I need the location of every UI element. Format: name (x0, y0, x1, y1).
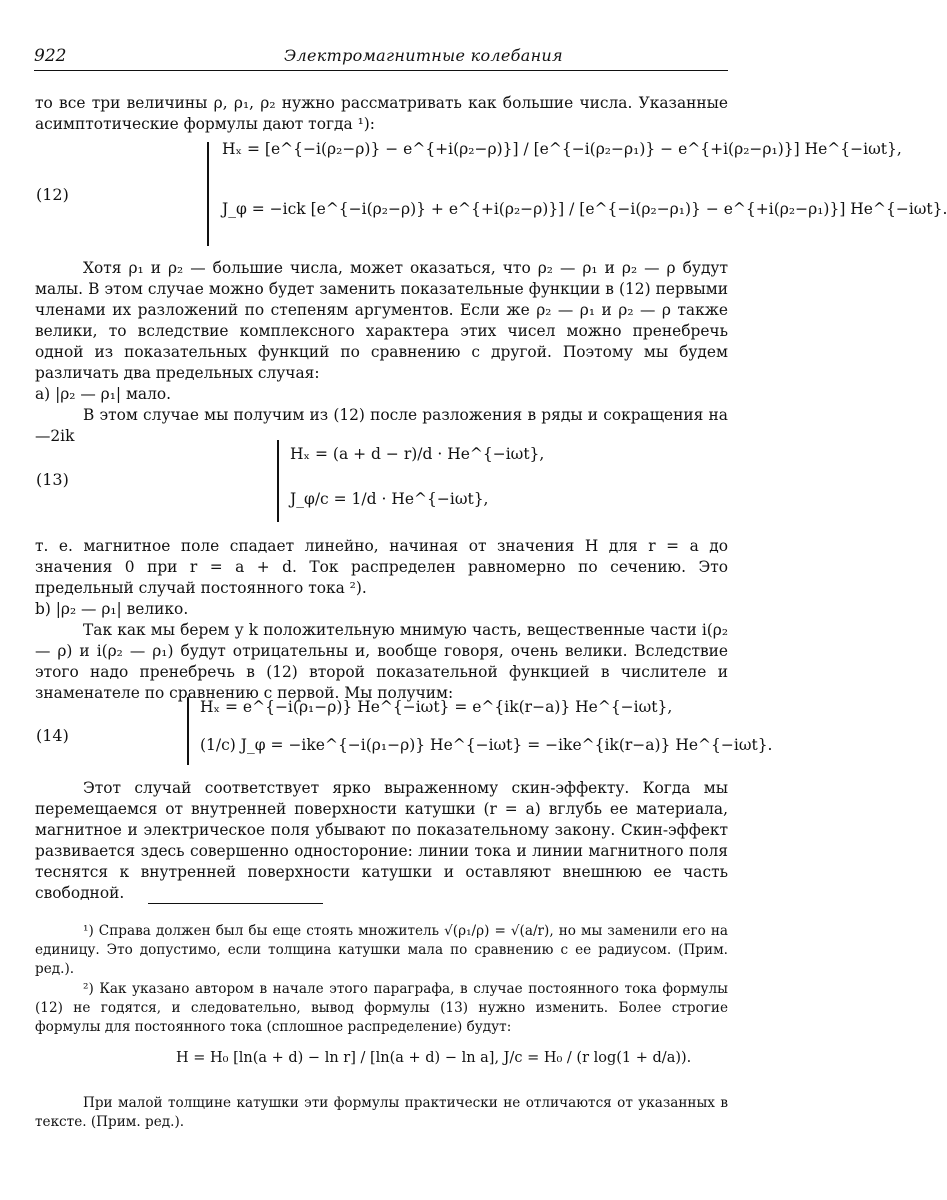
equation-13-brace (277, 440, 279, 522)
paragraph-after-13: т. е. магнитное поле спадает линейно, начиная от значения H для r = a до значения 0 при r = a + d. Ток распределен равномерно по сечению. Это предельный случай постоянного тока ²). b) |ρ₂ — ρ₁| велико. Так как мы берем у k положительную мнимую часть, вещественные части i(ρ₂ — ρ) и i(ρ₂ — ρ₁) будут отрицательны и, вообще говоря, очень велики. Вследствие этого надо пренебречь в (12) второй показательной функцией в числителе и знаменателе по сравнению с первой. Мы получим: (35, 537, 728, 702)
footnote-2: ²) Как указано автором в начале этого параграфа, в случае постоянного тока формулы (12) не годятся, и следовательно, вывод формулы (13) нужно изменить. Более строгие формулы для постоянного тока (сплошное распределение) будут: (35, 981, 728, 1035)
footnote-rule (148, 903, 323, 904)
equation-14-brace (187, 697, 189, 765)
footnote-2-end: При малой толщине катушки эти формулы практически не отличаются от указанных в тексте. (Прим. ред.). (35, 1095, 728, 1130)
equation-13-number: (13) (36, 470, 69, 489)
equation-13-line-2: J_φ/c = 1/d · He^{−iωt}, (290, 490, 489, 508)
header-rule (34, 70, 728, 71)
equation-13-line-1: Hₓ = (a + d − r)/d · He^{−iωt}, (290, 445, 545, 463)
page-number: 922 (34, 46, 67, 66)
paragraph-case-b: Так как мы берем у k положительную мнимую часть, вещественные части i(ρ₂ — ρ) и i(ρ₂ — ρ₁) будут отрицательны и, вообще говоря, очень велики. Вследствие этого надо пренебречь в (12) второй показательной функцией в числителе и знаменателе по сравнению с первой. Мы получим: (35, 621, 728, 702)
paragraph-skin-effect: Этот случай соответствует ярко выраженному скин-эффекту. Когда мы перемещаемся от внутренней поверхности катушки (r = a) вглубь ее материала, магнитное и электрическое поля убывают по показательному закону. Скин-эффект развивается здесь совершенно одностороние: линии тока и линии магнитного поля теснятся к внутренней поверхности катушки и оставляют внешнюю ее часть свободной. (35, 779, 728, 902)
case-b-heading: b) |ρ₂ — ρ₁| велико. (35, 600, 189, 618)
footnote-2-formula: H = H₀ [ln(a + d) − ln r] / [ln(a + d) − ln a], J/c = H₀ / (r log(1 + d/a)). (176, 1050, 692, 1066)
equation-12-number: (12) (36, 185, 69, 204)
equation-12-line-2: J_φ = −ick [e^{−i(ρ₂−ρ)} + e^{+i(ρ₂−ρ)}] / [e^{−i(ρ₂−ρ₁)} − e^{+i(ρ₂−ρ₁)}] He^{−iωt}. (222, 200, 947, 218)
case-a-heading: a) |ρ₂ — ρ₁| мало. (35, 385, 172, 403)
equation-14-line-1: Hₓ = e^{−i(ρ₁−ρ)} He^{−iωt} = e^{ik(r−a)} He^{−iωt}, (200, 698, 673, 716)
equation-12-brace (207, 142, 209, 246)
equation-14-number: (14) (36, 726, 69, 745)
paragraph-intro: то все три величины ρ, ρ₁, ρ₂ нужно рассматривать как большие числа. Указанные асимптотические формулы дают тогда ¹): (35, 94, 728, 133)
page-header (34, 44, 728, 70)
equation-14-line-2: (1/c) J_φ = −ike^{−i(ρ₁−ρ)} He^{−iωt} = −ike^{ik(r−a)} He^{−iωt}. (200, 736, 773, 754)
running-title: Электромагнитные колебания (284, 46, 563, 65)
equation-12-line-1: Hₓ = [e^{−i(ρ₂−ρ)} − e^{+i(ρ₂−ρ)}] / [e^{−i(ρ₂−ρ₁)} − e^{+i(ρ₂−ρ₁)}] He^{−iωt}, (222, 140, 902, 158)
paragraph-khotya: Хотя ρ₁ и ρ₂ — большие числа, может оказаться, что ρ₂ — ρ₁ и ρ₂ — ρ будут малы. В этом случае можно будет заменить показательные функции в (12) первыми членами их разложений по степеням аргументов. Если же ρ₂ — ρ₁ и ρ₂ — ρ также велики, то вследствие комплексного характера этих чисел можно пренебречь одной из показательных функций по сравнению с другой. Поэтому мы будем различать два предельных случая: a) |ρ₂ — ρ₁| мало. В этом случае мы получим из (12) после разложения в ряды и сокращения на —2ik (35, 259, 728, 445)
paragraph-case-a: В этом случае мы получим из (12) после разложения в ряды и сокращения на —2ik (35, 406, 728, 445)
footnote-1: ¹) Справа должен был бы еще стоять множитель √(ρ₁/ρ) = √(a/r), но мы заменили его на единицу. Это допустимо, если толщина катушки мала по сравнению с ее радиусом. (Прим. ред.). (35, 923, 728, 977)
